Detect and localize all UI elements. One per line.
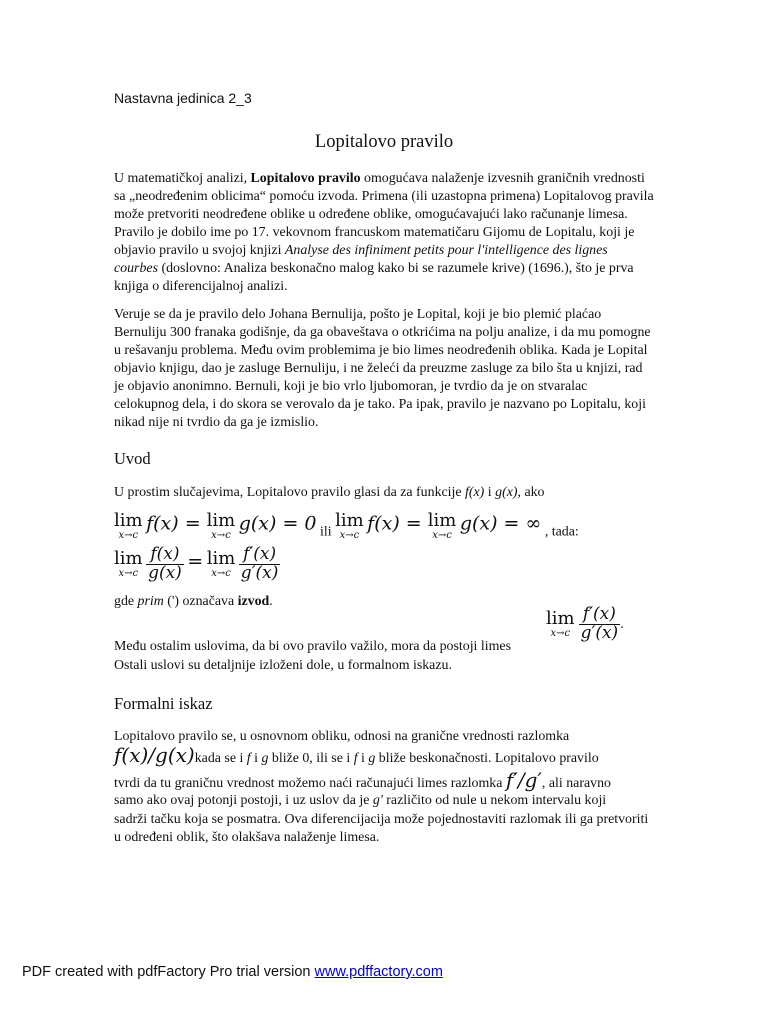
pdf-footer: PDF created with pdfFactory Pro trial version www.pdffactory.com	[22, 964, 443, 980]
term-bold: Lopitalovo pravilo	[250, 171, 361, 186]
section-heading-uvod: Uvod	[114, 449, 151, 468]
medju-line: Među ostalim uslovima, da bi ovo pravilo važilo, mora da postoji limes	[114, 639, 511, 654]
equation-lhopital: lim x→c $\frac{f(x)}{g(x)}$ = lim x→c $\frac{f'(x)}{g'(x)}$	[114, 544, 279, 583]
intro-paragraph-2: Veruje se da je pravilo delo Johana Bernulija, pošto je Lopital, koji je bio plemić plaćao Bernuliju 300 franaka godišnje, da ga obaveštava o otkrićima na polju analize, i da mu pomogne u rešavanju problema. Među ovim problemima je bio limes neodređenih oblika. Kada je Lopital objavio knjigu, dao je zasluge Bernuliju, i ne želeći da preuzme zasluge za bilo šta u knjizi, rad je objavio anonimno. Bernuli, koji je bio vrlo ljubomoran, je tvrdio da je on stvaralac celokupnog dela, i do skora se verovalo da je tako. Pa ipak, pravilo je nazvano po Lopitalu, koji nikad nije ni tvrdio da ga je izmislio.	[114, 307, 651, 430]
intro-paragraph-1: U matematičkoj analizi, Lopitalovo pravilo omogućava nalaženje izvesnih graničnih vrednosti sa „neodređenim oblicima“ pomoću izvoda. Primena (ili uzastopna primena) Lopitalovog pravila može pretvoriti neodređene oblike u određene oblike, omogućavajući lako računanje limesa. Pravilo je dobilo ime po 17. vekovnom francuskom matematičaru Gijomu de Lopitalu, koji je objavio pravilo u svojoj knjizi Analyse des infiniment petits pour l'intelligence des lignes courbes (doslovno: Analiza beskonačno malog kako bi se razumele krive) (1696.), što je prva knjiga o diferencijalnoj analizi.	[114, 171, 654, 294]
ostali-line: Ostali uslovi su detaljnije izloženi dole, u formalnom iskazu.	[114, 658, 452, 673]
page-title: Lopitalovo pravilo	[314, 132, 454, 152]
unit-label: Nastavna jedinica 2_3	[114, 90, 252, 106]
pdffactory-link[interactable]: www.pdffactory.com	[314, 964, 443, 980]
prime-note: gde prim (') označava izvod.	[114, 594, 273, 609]
equation-limit-ratio: lim x→c $\frac{f'(x)}{g'(x)}$ .	[546, 604, 624, 643]
formal-line-4: samo ako ovaj potonji postoji, i uz uslov da je g' različito od nule u nekom intervalu koji	[114, 793, 607, 808]
formal-line-2: f(x)/g(x)kada se i f i g bliže 0, ili se i f i g bliže beskonačnosti. Lopitalovo pravilo	[114, 743, 599, 767]
equation-condition: lim x→c f(x) = lim x→c g(x) = 0 ili lim x→c f(x) = lim x→c g(x) = ∞ , tada:	[114, 510, 579, 541]
formal-rest: sadrži tačku koja se posmatra. Ova diferencijacija može pojednostaviti razlomak ili ga pretvoriti u određeni oblik, što olakšava nalaženje limesa.	[114, 812, 649, 845]
section-heading-formalni: Formalni iskaz	[114, 694, 213, 713]
formal-line-3: tvrdi da tu graničnu vrednost možemo naći računajući limes razlomka f′/g′, ali naravno	[114, 768, 611, 792]
uvod-intro-line: U prostim slučajevima, Lopitalovo pravilo glasi da za funkcije f(x) i g(x), ako	[114, 485, 545, 500]
book-title: Analyse des infiniment petits pour l'intelligence des lignes courbes	[114, 243, 608, 276]
formal-line-1: Lopitalovo pravilo se, u osnovnom obliku, odnosi na granične vrednosti razlomka	[114, 729, 570, 744]
